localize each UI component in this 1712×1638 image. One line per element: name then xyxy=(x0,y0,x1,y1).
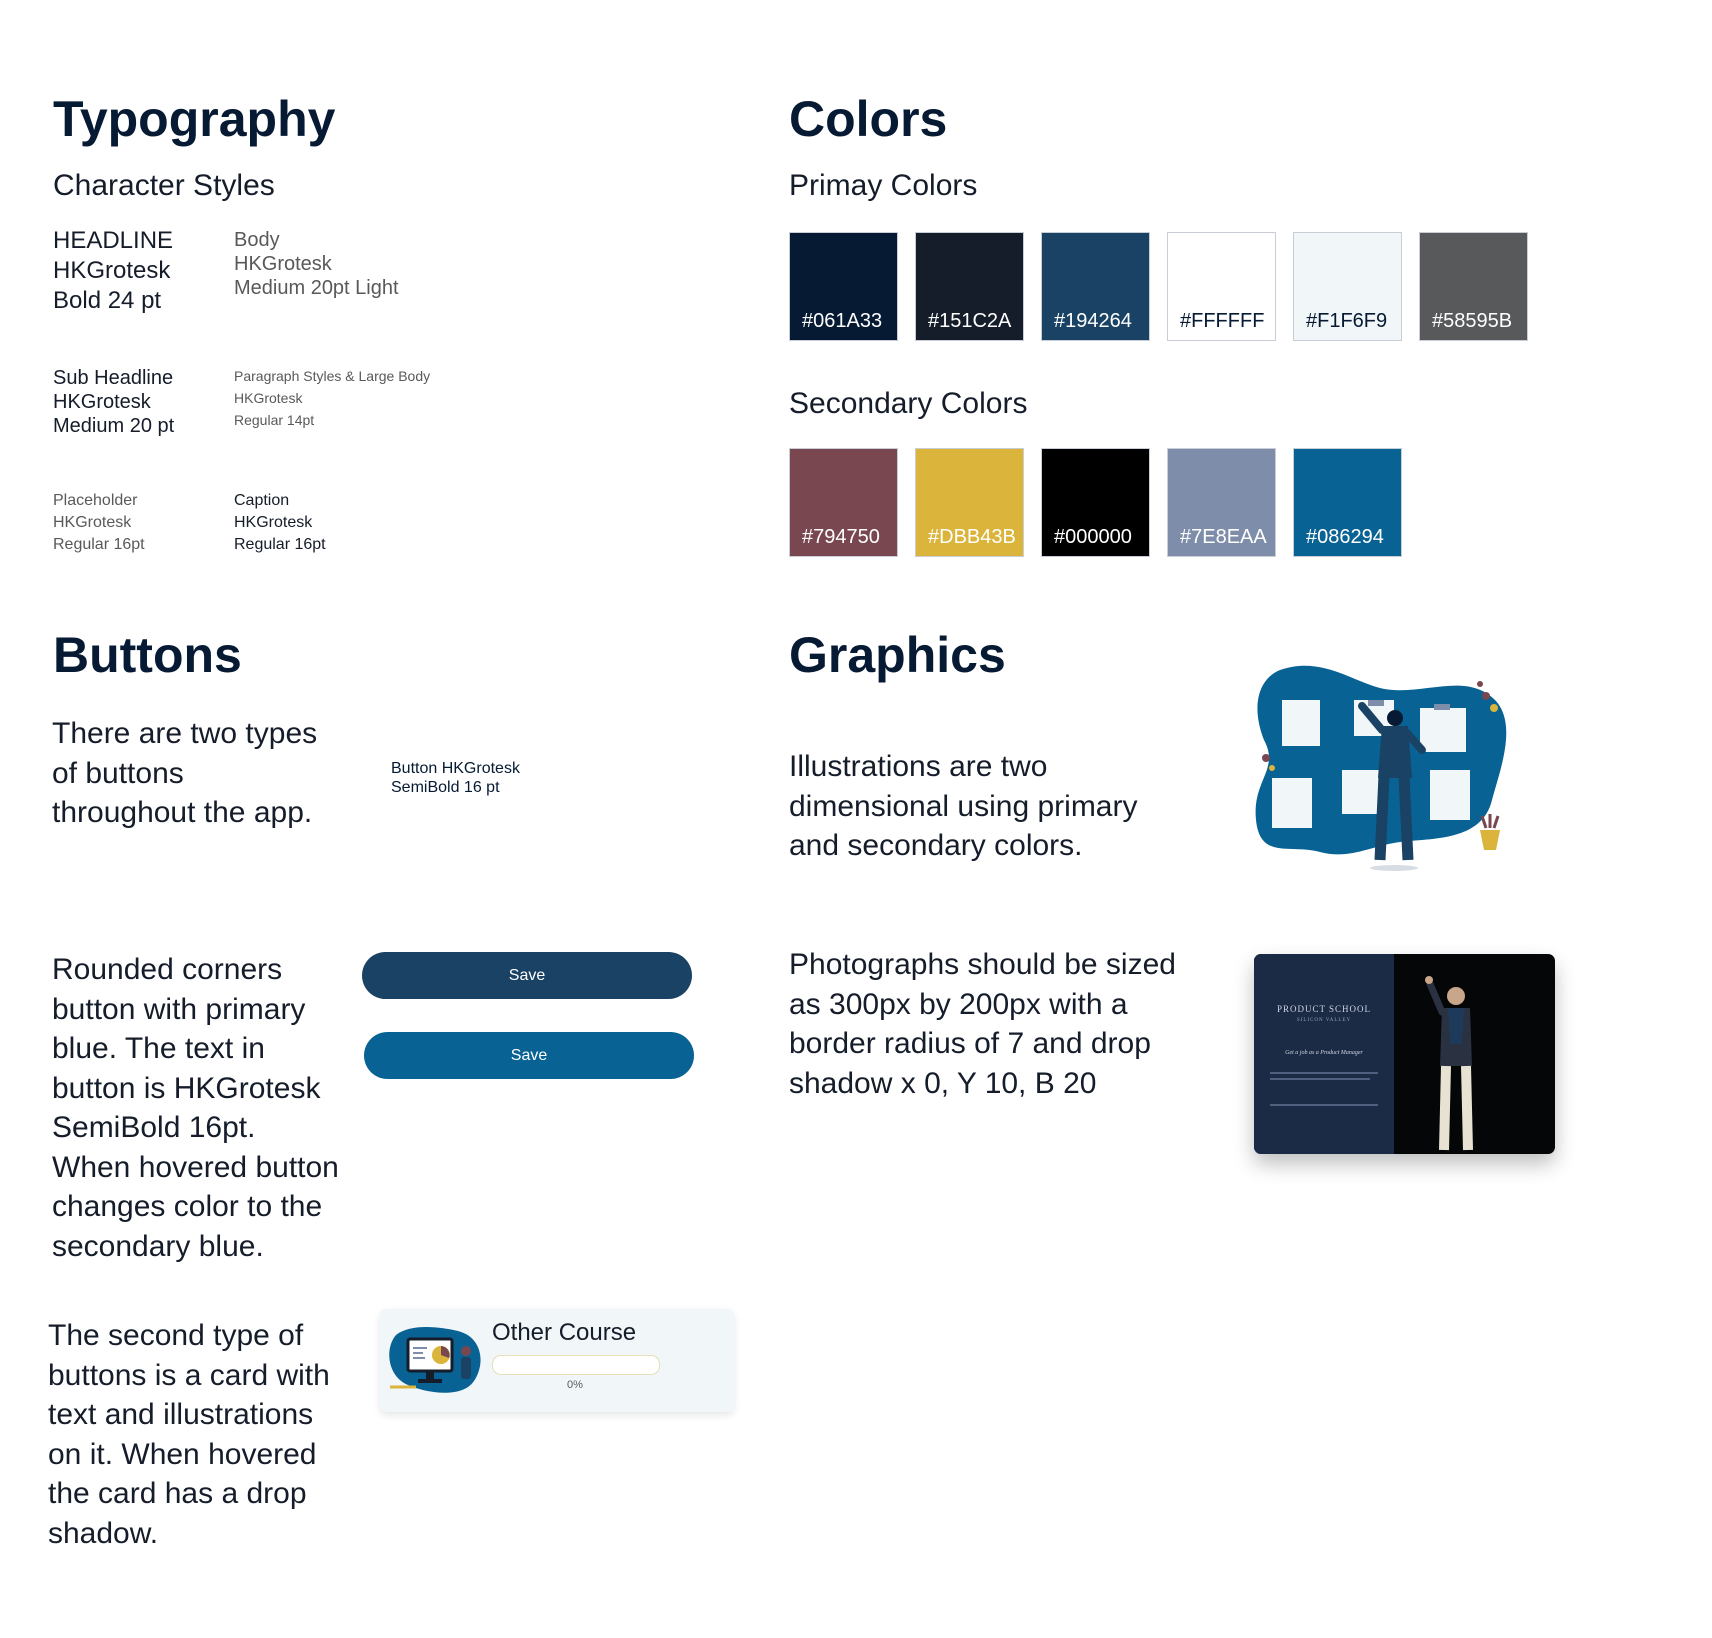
save-button-label: Save xyxy=(508,966,546,984)
course-illustration xyxy=(386,1321,486,1401)
swatch-hex-label: #DBB43B xyxy=(928,526,1016,548)
swatch-hex-label: #FFFFFF xyxy=(1180,310,1265,332)
body-style-spec: Body HKGrotesk Medium 20pt Light xyxy=(234,229,399,299)
rounded-button-description: Rounded corners button with primary blue. The text in button is HKGrotesk SemiBold 16pt. When hovered button changes color to the secondary blue. xyxy=(52,953,339,1263)
character-styles-subtitle: Character Styles xyxy=(53,169,275,202)
swatch-hex-label: #151C2A xyxy=(928,310,1012,332)
swatch-hex-label: #794750 xyxy=(802,526,880,548)
save-button-label: Save xyxy=(510,1046,548,1064)
banner-line xyxy=(1270,1072,1378,1074)
save-button[interactable] xyxy=(362,952,692,999)
buttons-intro-text: There are two types of buttons throughout the app. xyxy=(52,717,318,829)
primary-colors-title: Primay Colors xyxy=(789,169,978,202)
caption-style-spec: Caption HKGrotesk Regular 16pt xyxy=(234,492,326,553)
banner-line xyxy=(1270,1104,1378,1106)
headline-style-spec: HEADLINE HKGrotesk Bold 24 pt xyxy=(53,227,174,314)
primary-swatch-4 xyxy=(1167,232,1276,341)
illustration-description: Illustrations are two dimensional using primary and secondary colors. xyxy=(789,750,1138,862)
primary-swatch-1 xyxy=(789,232,898,341)
photo-banner-sub: SILICON VALLEY xyxy=(1296,1018,1352,1023)
banner-line xyxy=(1270,1078,1370,1080)
swatch-hex-label: #F1F6F9 xyxy=(1306,310,1388,332)
primary-swatch-2 xyxy=(915,232,1024,341)
secondary-swatch-3 xyxy=(1041,448,1150,557)
course-card-button[interactable] xyxy=(380,1309,734,1412)
photo-banner-tagline: Get a job as a Product Manager xyxy=(1285,1050,1363,1056)
placeholder-style-spec: Placeholder HKGrotesk Regular 16pt xyxy=(53,492,145,553)
save-button-hover-state[interactable] xyxy=(364,1032,694,1079)
primary-swatch-6 xyxy=(1419,232,1528,341)
secondary-swatch-2 xyxy=(915,448,1024,557)
photo-banner-heading: PRODUCT SCHOOL xyxy=(1276,1004,1372,1014)
sample-photo xyxy=(1254,954,1555,1154)
secondary-swatch-5 xyxy=(1293,448,1402,557)
swatch-hex-label: #194264 xyxy=(1054,310,1132,332)
speaker-figure xyxy=(1414,974,1494,1154)
swatch-hex-label: #086294 xyxy=(1306,526,1384,548)
secondary-swatch-4 xyxy=(1167,448,1276,557)
card-button-description: The second type of buttons is a card with text and illustrations on it. When hovered the card has a drop shadow. xyxy=(48,1319,330,1550)
primary-swatch-5 xyxy=(1293,232,1402,341)
colors-title: Colors xyxy=(789,91,948,147)
photo-banner xyxy=(1254,954,1394,1154)
primary-swatch-3 xyxy=(1041,232,1150,341)
buttons-title: Buttons xyxy=(53,627,242,683)
photo-description: Photographs should be sized as 300px by 200px with a border radius of 7 and drop shadow x 0, Y 10, B 20 xyxy=(789,948,1176,1100)
course-card-title: Other Course xyxy=(492,1319,637,1346)
swatch-hex-label: #000000 xyxy=(1054,526,1132,548)
secondary-colors-title: Secondary Colors xyxy=(789,387,1028,420)
swatch-hex-label: #061A33 xyxy=(802,310,883,332)
button-font-spec: Button HKGrotesk SemiBold 16 pt xyxy=(391,760,520,796)
graphics-illustration xyxy=(1250,660,1520,875)
swatch-hex-label: #58595B xyxy=(1432,310,1513,332)
course-progress-bar xyxy=(492,1355,660,1375)
typography-title: Typography xyxy=(53,91,336,147)
course-progress-percent: 0% xyxy=(567,1379,583,1391)
paragraph-style-spec: Paragraph Styles & Large Body HKGrotesk Regular 14pt xyxy=(234,368,431,428)
swatch-hex-label: #7E8EAA xyxy=(1180,526,1267,548)
graphics-title: Graphics xyxy=(789,627,1006,683)
secondary-swatch-1 xyxy=(789,448,898,557)
sub-headline-style-spec: Sub Headline HKGrotesk Medium 20 pt xyxy=(53,367,175,437)
